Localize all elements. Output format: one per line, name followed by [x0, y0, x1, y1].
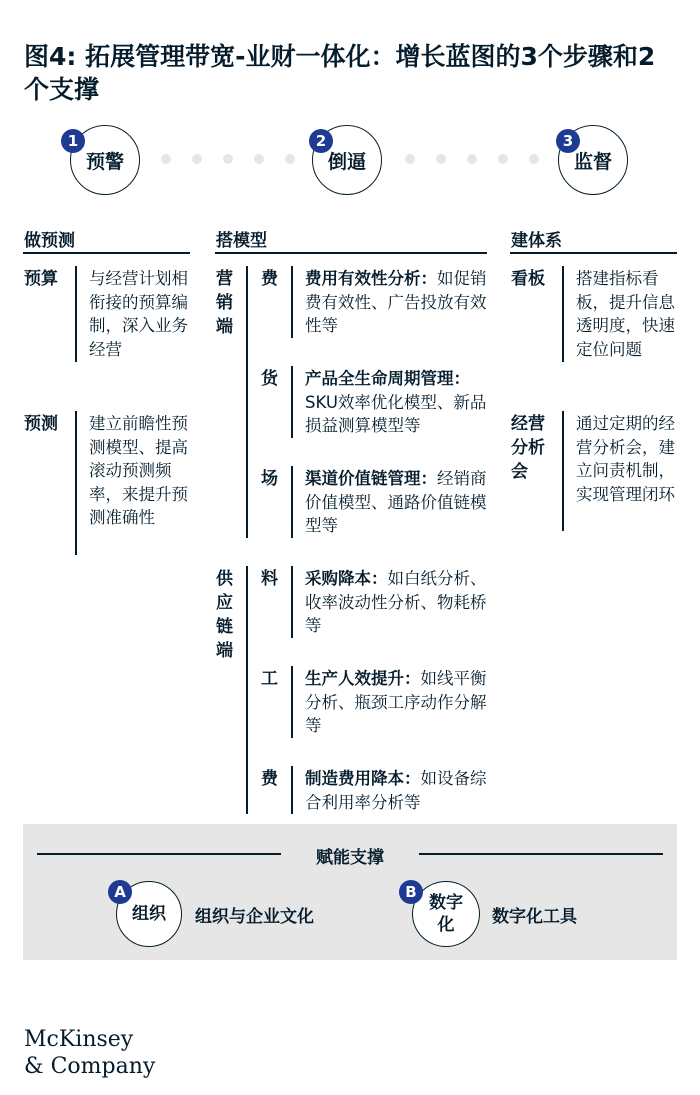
left-item-divider — [75, 411, 77, 555]
connector-dot — [436, 154, 446, 164]
page-title: 图4: 拓展管理带宽-业财一体化：增长蓝图的3个步骤和2个支撑 — [24, 42, 656, 104]
left-column-heading: 做预测 — [24, 231, 75, 251]
model-item-divider — [291, 266, 293, 338]
model-item-text: 生产人效提升：如线平衡分析、瓶颈工序动作分解等 — [305, 669, 487, 735]
connector-dot — [161, 154, 171, 164]
model-item-char: 料 — [261, 569, 278, 589]
connector-dot — [529, 154, 539, 164]
model-item-text: 采购降本：如白纸分析、收率波动性分析、物耗桥等 — [305, 569, 487, 635]
group-divider-supply-chain — [246, 566, 248, 814]
group-label-marketing: 营销端 — [216, 269, 233, 337]
model-item-text: 制造费用降本：如设备综合利用率分析等 — [305, 769, 487, 812]
model-item-char: 货 — [261, 369, 278, 389]
model-item-char: 费 — [261, 769, 278, 789]
support-title: 赋能支撑 — [316, 848, 384, 868]
model-item-char: 工 — [261, 669, 278, 689]
logo-line-1: McKinsey — [24, 1027, 134, 1052]
support-a-circle-label: 组织 — [132, 904, 166, 924]
right-item-label: 看板 — [511, 269, 545, 289]
right-column-rule — [510, 252, 677, 254]
model-item-text: 产品全生命周期管理：SKU效率优化模型、新品损益测算模型等 — [305, 369, 487, 435]
model-item-divider — [291, 466, 293, 538]
right-item-text: 通过定期的经营分析会，建立问责机制，实现管理闭环 — [576, 414, 675, 504]
middle-column-heading: 搭模型 — [216, 231, 267, 251]
connector-dot — [254, 154, 264, 164]
connector-dot — [285, 154, 295, 164]
connector-dot — [405, 154, 415, 164]
left-item-label: 预测 — [24, 414, 58, 434]
model-item-char: 费 — [261, 269, 278, 289]
support-b-circle-label: 数字化 — [429, 893, 463, 935]
support-b-badge: B — [399, 880, 423, 904]
model-item-divider — [291, 766, 293, 814]
model-item-divider — [291, 666, 293, 738]
model-item-text: 渠道价值链管理：经销商价值模型、通路价值链模型等 — [305, 469, 487, 535]
middle-column-rule — [215, 252, 487, 254]
left-item-label: 预算 — [24, 269, 58, 289]
right-column-heading: 建体系 — [511, 231, 562, 251]
support-a-badge: A — [108, 880, 132, 904]
step-2-label: 倒逼 — [327, 150, 366, 173]
model-item-text: 费用有效性分析：如促销费有效性、广告投放有效性等 — [305, 269, 487, 335]
right-item-text: 搭建指标看板，提升信息透明度，快速定位问题 — [576, 269, 675, 359]
support-rule-right — [419, 853, 663, 855]
model-item-divider — [291, 366, 293, 438]
model-item-char: 场 — [261, 469, 278, 489]
connector-dot — [223, 154, 233, 164]
logo-line-2: & Company — [24, 1054, 156, 1079]
support-a-text: 组织与企业文化 — [195, 907, 314, 927]
model-item-divider — [291, 566, 293, 638]
group-label-supply-chain: 供应链端 — [216, 569, 233, 661]
connector-dot — [467, 154, 477, 164]
mckinsey-logo — [24, 1026, 155, 1080]
left-column-rule — [23, 252, 190, 254]
left-item-divider — [75, 266, 77, 362]
left-item-text: 与经营计划相衔接的预算编制，深入业务经营 — [89, 269, 188, 359]
group-divider-marketing — [246, 266, 248, 538]
step-3-label: 监督 — [573, 150, 612, 173]
support-b-text: 数字化工具 — [492, 907, 577, 927]
right-item-divider — [562, 266, 564, 362]
step-3-badge: 3 — [556, 129, 580, 153]
support-rule-left — [37, 853, 281, 855]
connector-dot — [498, 154, 508, 164]
step-1-badge: 1 — [61, 129, 85, 153]
step-1-label: 预警 — [85, 150, 124, 173]
connector-dot — [192, 154, 202, 164]
right-item-label: 经营分析会 — [511, 414, 545, 482]
right-item-divider — [562, 411, 564, 531]
left-item-text: 建立前瞻性预测模型、提高滚动预测频率，来提升预测准确性 — [89, 414, 188, 527]
step-2-badge: 2 — [309, 129, 333, 153]
